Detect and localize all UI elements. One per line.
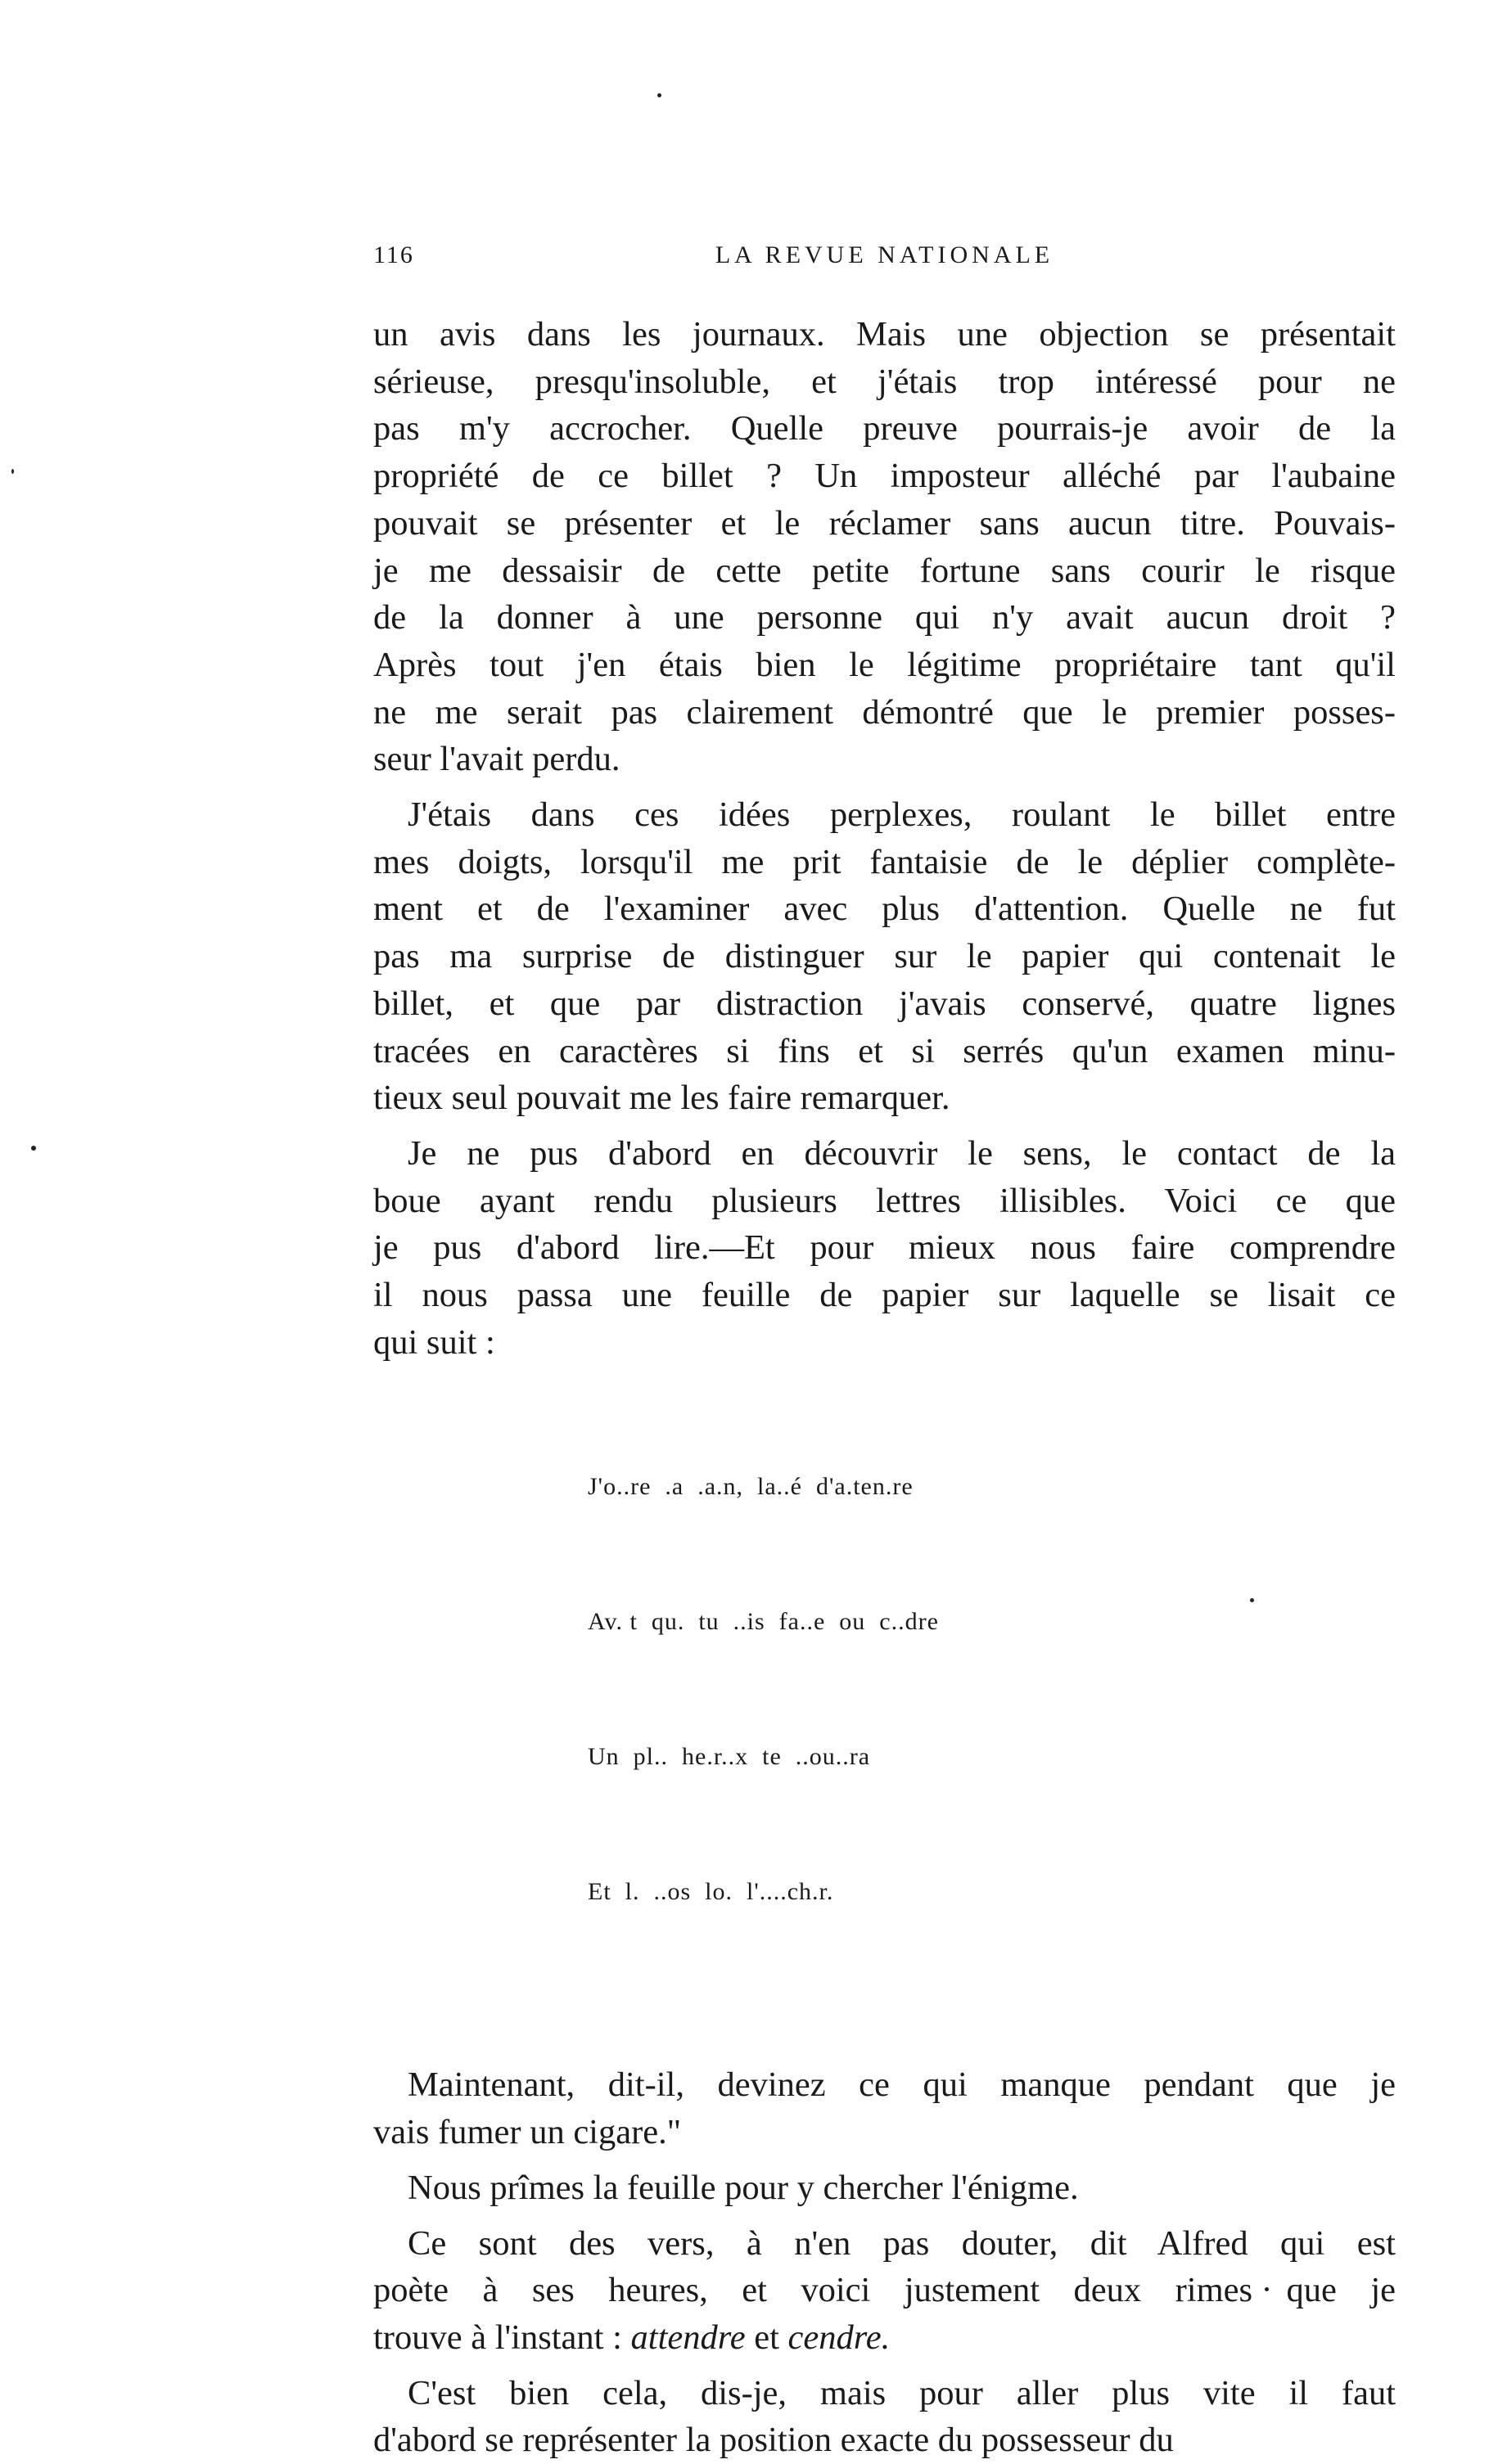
paragraph <box>373 1130 1396 1367</box>
text-line: il nous passa une feuille de papier sur laquelle se lisait ce <box>373 1276 1396 1315</box>
cipher-block <box>588 1374 1396 2004</box>
text-line: J'étais dans ces idées perplexes, roulant le billet entre <box>408 795 1396 835</box>
text-line: poète à ses heures, et voici justement deux rimes que je <box>373 2271 1396 2310</box>
ink-speck <box>11 469 14 474</box>
text-line: C'est bien cela, dis-je, mais pour aller plus vite il faut <box>408 2373 1396 2412</box>
text-line: je pus d'abord lire.—Et pour mieux nous faire comprendre <box>373 1228 1396 1268</box>
text-line: mes doigts, lorsqu'il me prit fantaisie de le déplier complète- <box>373 842 1396 881</box>
text-line: Ce sont des vers, à n'en pas douter, dit Alfred qui est <box>408 2223 1396 2263</box>
text-line: Je ne pus d'abord en découvrir le sens, le contact de la <box>408 1133 1396 1173</box>
text-line: pouvait se présenter et le réclamer sans aucun titre. Pouvais- <box>373 503 1396 543</box>
paragraph <box>373 2061 1396 2155</box>
cipher-line: Av. t qu. tu ..is fa..e ou c..dre <box>588 1608 939 1636</box>
text-line: vais fumer un cigare." <box>373 2113 682 2152</box>
ink-speck <box>31 1146 36 1151</box>
rhyme-word: cendre. <box>787 2318 891 2357</box>
text-line: un avis dans les journaux. Mais une objection se présentait <box>373 315 1396 354</box>
text-line: ment et de l'examiner avec plus d'attention. Quelle ne fut <box>373 890 1396 929</box>
text-line: tracées en caractères si fins et si serrés qu'un examen minu- <box>373 1031 1396 1070</box>
text-line: pas ma surprise de distinguer sur le papier qui contenait le <box>373 937 1396 976</box>
text-line: propriété de ce billet ? Un imposteur alléché par l'aubaine <box>373 457 1396 496</box>
text-line: de la donner à une personne qui n'y avait aucun droit ? <box>373 598 1396 637</box>
text-line: Nous prîmes la feuille pour y chercher l'énigme. <box>408 2168 1079 2207</box>
text-line: tieux seul pouvait me les faire remarquer. <box>373 1079 950 1118</box>
text-line: d'abord se représenter la position exacte du possesseur du <box>373 2421 1174 2460</box>
page-header <box>373 241 1396 277</box>
body-text <box>373 311 1396 2464</box>
line-prefix: trouve à l'instant : <box>373 2318 631 2357</box>
text-line: billet, et que par distraction j'avais conservé, quatre lignes <box>373 984 1396 1023</box>
text-line: Après tout j'en étais bien le légitime propriétaire tant qu'il <box>373 645 1396 684</box>
running-title: LA REVUE NATIONALE <box>715 241 1054 268</box>
cipher-line: Un pl.. he.r..x te ..ou..ra <box>588 1743 871 1771</box>
paragraph <box>373 791 1396 1122</box>
text-line: seur l'avait perdu. <box>373 740 620 779</box>
paragraph <box>373 2220 1396 2362</box>
text-line: je me dessaisir de cette petite fortune sans courir le risque <box>373 551 1396 590</box>
text-line: sérieuse, presqu'insoluble, et j'étais trop intéressé pour ne <box>373 362 1396 401</box>
paragraph <box>373 2370 1396 2464</box>
page-number: 116 <box>373 241 414 268</box>
text-line-with-rhymes <box>373 2314 1396 2362</box>
ink-speck <box>657 93 661 97</box>
text-line: Maintenant, dit-il, devinez ce qui manque pendant que je <box>408 2065 1396 2105</box>
text-line: boue ayant rendu plusieurs lettres illisibles. Voici ce que <box>373 1181 1396 1220</box>
cipher-line: Et l. ..os lo. l'....ch.r. <box>588 1878 834 1906</box>
text-line: pas m'y accrocher. Quelle preuve pourrais-je avoir de la <box>373 409 1396 448</box>
paragraph <box>373 311 1396 783</box>
line-joiner: et <box>745 2318 788 2357</box>
cipher-line: J'o..re .a .a.n, la..é d'a.ten.re <box>588 1473 914 1501</box>
text-line: ne me serait pas clairement démontré que le premier posses- <box>373 692 1396 732</box>
text-line: qui suit : <box>373 1322 495 1362</box>
paragraph <box>373 2164 1396 2212</box>
rhyme-word: attendre <box>630 2318 746 2357</box>
